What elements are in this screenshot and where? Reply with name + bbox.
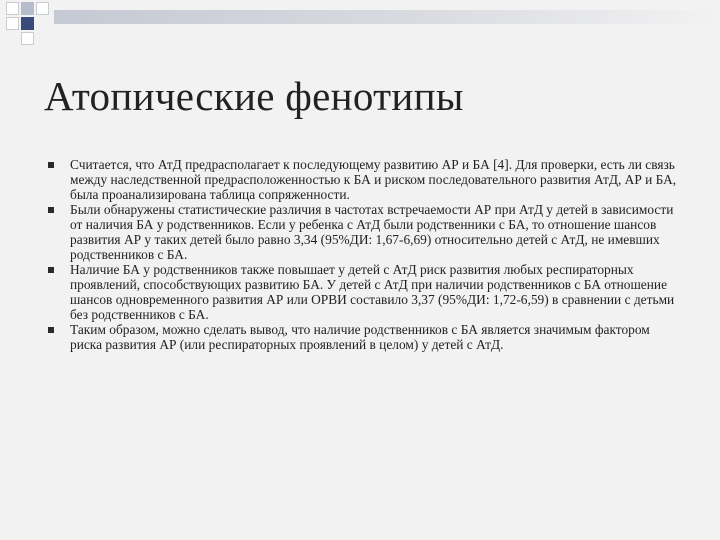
list-item-text: Были обнаружены статистические различия в частотах встречаемости АР при АтД у детей в зависимости от наличия БА у родственников. Если у ребенка с АтД были родственники с БА, то отношение шансов развития АР у таких детей было равно 3,34 (95%ДИ: 1,67-6,69) относительно детей с АтД, не имевших родственников с БА. [70,202,674,262]
decor-square [21,32,34,45]
list-item-text: Считается, что АтД предрасполагает к последующему развитию АР и БА [4]. Для проверки, есть ли связь между наследственной предрасположенностью к БА и риском последовательного развития АтД, АР и БА, была проанализирована таблица сопряженности. [70,157,677,202]
list-item [48,322,680,352]
square-bullet-icon [48,267,54,273]
list-item [48,202,680,262]
square-bullet-icon [48,207,54,213]
slide-title: Атопические фенотипы [44,73,464,119]
decor-top-bar [54,10,720,24]
square-bullet-icon [48,162,54,168]
list-item-text: Наличие БА у родственников также повышает у детей с АтД риск развития любых респираторных проявлений, способствующих развитию БА. У детей с АтД при наличии родственников с БА отношение шансов одновременного развития АР или ОРВИ составило 3,37 (95%ДИ: 1,72-6,59) в сравнении с детьми без родственников с БА. [70,262,675,322]
list-item [48,157,680,202]
decor-square [36,2,49,15]
square-bullet-icon [48,327,54,333]
list-item-text: Таким образом, можно сделать вывод, что наличие родственников с БА является значимым фактором риска развития АР (или респираторных проявлений в целом) у детей с АтД. [70,322,650,352]
bullet-list [48,157,680,352]
decor-square [6,17,19,30]
list-item [48,262,680,322]
decor-square [21,2,34,15]
decor-square [21,17,34,30]
decor-square [6,2,19,15]
